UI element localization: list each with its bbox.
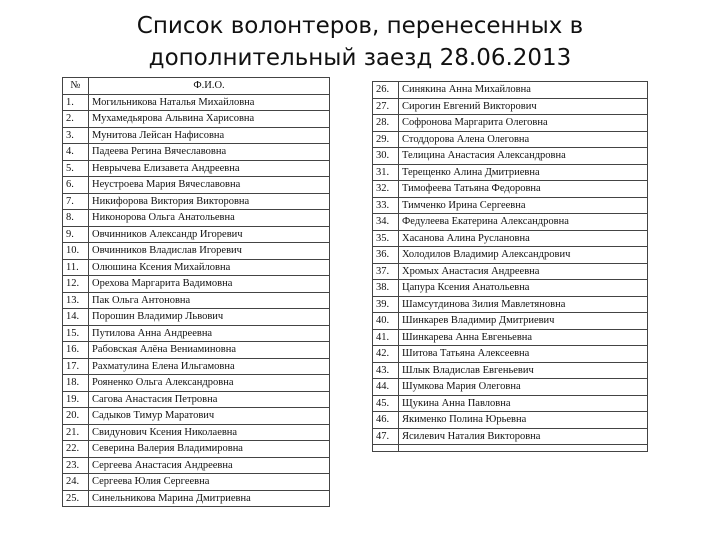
row-number: 35. [373, 230, 399, 247]
volunteer-name: Орехова Маргарита Вадимовна [89, 276, 330, 293]
row-number: 37. [373, 263, 399, 280]
table-row [373, 181, 648, 198]
table-row [63, 127, 330, 144]
volunteer-name: Северина Валерия Владимировна [89, 441, 330, 458]
table-row [63, 325, 330, 342]
volunteer-name: Шинкарев Владимир Дмитриевич [399, 313, 648, 330]
row-number: 39. [373, 296, 399, 313]
table-row [63, 193, 330, 210]
row-number: 28. [373, 115, 399, 132]
table-row [63, 177, 330, 194]
row-number: 9. [63, 226, 89, 243]
row-number: 19. [63, 391, 89, 408]
empty-cell [399, 445, 648, 452]
row-number: 3. [63, 127, 89, 144]
empty-row [373, 445, 648, 452]
table-row [63, 342, 330, 359]
table-row [63, 375, 330, 392]
volunteer-name: Порошин Владимир Львович [89, 309, 330, 326]
row-number: 17. [63, 358, 89, 375]
volunteer-name: Щукина Анна Павловна [399, 395, 648, 412]
row-number: 13. [63, 292, 89, 309]
row-number: 41. [373, 329, 399, 346]
volunteer-name: Ясилевич Наталия Викторовна [399, 428, 648, 445]
row-number: 25. [63, 490, 89, 507]
row-number: 24. [63, 474, 89, 491]
table-row [373, 98, 648, 115]
volunteer-name: Рабовская Алёна Вениаминовна [89, 342, 330, 359]
row-number: 36. [373, 247, 399, 264]
volunteer-table-right [372, 81, 648, 452]
row-number: 15. [63, 325, 89, 342]
table-row [373, 115, 648, 132]
table-row [63, 94, 330, 111]
volunteer-name: Рояненко Ольга Александровна [89, 375, 330, 392]
table-row [63, 144, 330, 161]
volunteer-name: Свидунович Ксения Николаевна [89, 424, 330, 441]
row-number: 7. [63, 193, 89, 210]
table-header-row [63, 78, 330, 95]
volunteer-name: Тимофеева Татьяна Федоровна [399, 181, 648, 198]
volunteer-name: Рахматулина Елена Ильгамовна [89, 358, 330, 375]
volunteer-name: Хромых Анастасия Андреевна [399, 263, 648, 280]
header-name: Ф.И.О. [89, 78, 330, 95]
volunteer-name: Якименко Полина Юрьевна [399, 412, 648, 429]
row-number: 31. [373, 164, 399, 181]
table-row [63, 441, 330, 458]
row-number: 23. [63, 457, 89, 474]
table-row [63, 358, 330, 375]
volunteer-name: Шитова Татьяна Алексеевна [399, 346, 648, 363]
table-row [373, 346, 648, 363]
row-number: 27. [373, 98, 399, 115]
table-row [63, 424, 330, 441]
row-number: 14. [63, 309, 89, 326]
table-row [373, 197, 648, 214]
table-row [63, 259, 330, 276]
volunteer-name: Стоддорова Алена Олеговна [399, 131, 648, 148]
empty-cell [373, 445, 399, 452]
table-row [373, 379, 648, 396]
table-row [373, 263, 648, 280]
row-number: 12. [63, 276, 89, 293]
volunteer-name: Шинкарева Анна Евгеньевна [399, 329, 648, 346]
volunteer-name: Шамсутдинова Зилия Мавлетяновна [399, 296, 648, 313]
row-number: 38. [373, 280, 399, 297]
row-number: 2. [63, 111, 89, 128]
volunteer-name: Хасанова Алина Руслановна [399, 230, 648, 247]
volunteer-name: Холодилов Владимир Александрович [399, 247, 648, 264]
table-row [373, 247, 648, 264]
volunteer-name: Шлык Владислав Евгеньевич [399, 362, 648, 379]
volunteer-name: Сагова Анастасия Петровна [89, 391, 330, 408]
volunteer-name: Сирогин Евгений Викторович [399, 98, 648, 115]
row-number: 5. [63, 160, 89, 177]
title-line-1: Список волонтеров, перенесенных в [136, 13, 584, 39]
row-number: 32. [373, 181, 399, 198]
volunteer-name: Пак Ольга Антоновна [89, 292, 330, 309]
row-number: 11. [63, 259, 89, 276]
table-row [373, 280, 648, 297]
row-number: 40. [373, 313, 399, 330]
row-number: 44. [373, 379, 399, 396]
volunteer-name: Сергеева Анастасия Андреевна [89, 457, 330, 474]
volunteer-name: Мухамедьярова Альвина Харисовна [89, 111, 330, 128]
table-row [63, 408, 330, 425]
table-row [373, 296, 648, 313]
row-number: 8. [63, 210, 89, 227]
row-number: 10. [63, 243, 89, 260]
table-row [63, 243, 330, 260]
table-row [63, 391, 330, 408]
volunteer-name: Никифорова Виктория Викторовна [89, 193, 330, 210]
volunteer-name: Никонорова Ольга Анатольевна [89, 210, 330, 227]
table-row [373, 164, 648, 181]
volunteer-name: Падеева Регина Вячеславовна [89, 144, 330, 161]
volunteer-name: Мунитова Лейсан Нафисовна [89, 127, 330, 144]
table-row [373, 362, 648, 379]
volunteer-name: Цапура Ксения Анатольевна [399, 280, 648, 297]
volunteer-name: Могильникова Наталья Михайловна [89, 94, 330, 111]
row-number: 22. [63, 441, 89, 458]
row-number: 1. [63, 94, 89, 111]
row-number: 4. [63, 144, 89, 161]
volunteer-name: Овчинников Александр Игоревич [89, 226, 330, 243]
row-number: 26. [373, 82, 399, 99]
volunteer-name: Синякина Анна Михайловна [399, 82, 648, 99]
volunteer-name: Синельникова Марина Дмитриевна [89, 490, 330, 507]
table-row [373, 313, 648, 330]
table-row [63, 226, 330, 243]
row-number: 29. [373, 131, 399, 148]
volunteer-table-left [62, 77, 330, 507]
volunteer-name: Олюшина Ксения Михайловна [89, 259, 330, 276]
row-number: 6. [63, 177, 89, 194]
row-number: 45. [373, 395, 399, 412]
volunteer-name: Неустроева Мария Вячеславовна [89, 177, 330, 194]
volunteer-name: Неврычева Елизавета Андреевна [89, 160, 330, 177]
table-row [63, 210, 330, 227]
table-row [63, 276, 330, 293]
table-row [373, 131, 648, 148]
table-row [373, 412, 648, 429]
row-number: 47. [373, 428, 399, 445]
volunteer-name: Путилова Анна Андреевна [89, 325, 330, 342]
row-number: 43. [373, 362, 399, 379]
row-number: 42. [373, 346, 399, 363]
table-row [63, 457, 330, 474]
table-row [373, 148, 648, 165]
title-line-2: дополнительный заезд 28.06.2013 [148, 45, 572, 71]
table-row [63, 292, 330, 309]
volunteer-name: Сергеева Юлия Сергеевна [89, 474, 330, 491]
table-row [373, 230, 648, 247]
header-number: № [63, 78, 89, 95]
table-row [63, 309, 330, 326]
volunteer-name: Овчинников Владислав Игоревич [89, 243, 330, 260]
table-row [373, 428, 648, 445]
table-row [373, 82, 648, 99]
table-row [373, 214, 648, 231]
row-number: 21. [63, 424, 89, 441]
volunteer-name: Софронова Маргарита Олеговна [399, 115, 648, 132]
table-row [63, 474, 330, 491]
volunteer-name: Терещенко Алина Дмитриевна [399, 164, 648, 181]
row-number: 33. [373, 197, 399, 214]
volunteer-name: Садыков Тимур Маратович [89, 408, 330, 425]
row-number: 30. [373, 148, 399, 165]
volunteer-name: Федулеева Екатерина Александровна [399, 214, 648, 231]
row-number: 46. [373, 412, 399, 429]
table-row [63, 160, 330, 177]
document-title [0, 10, 720, 74]
table-row [373, 329, 648, 346]
table-row [373, 395, 648, 412]
row-number: 20. [63, 408, 89, 425]
table-row [63, 490, 330, 507]
table-row [63, 111, 330, 128]
volunteer-name: Тимченко Ирина Сергеевна [399, 197, 648, 214]
row-number: 16. [63, 342, 89, 359]
row-number: 34. [373, 214, 399, 231]
volunteer-name: Телицина Анастасия Александровна [399, 148, 648, 165]
volunteer-name: Шумкова Мария Олеговна [399, 379, 648, 396]
row-number: 18. [63, 375, 89, 392]
